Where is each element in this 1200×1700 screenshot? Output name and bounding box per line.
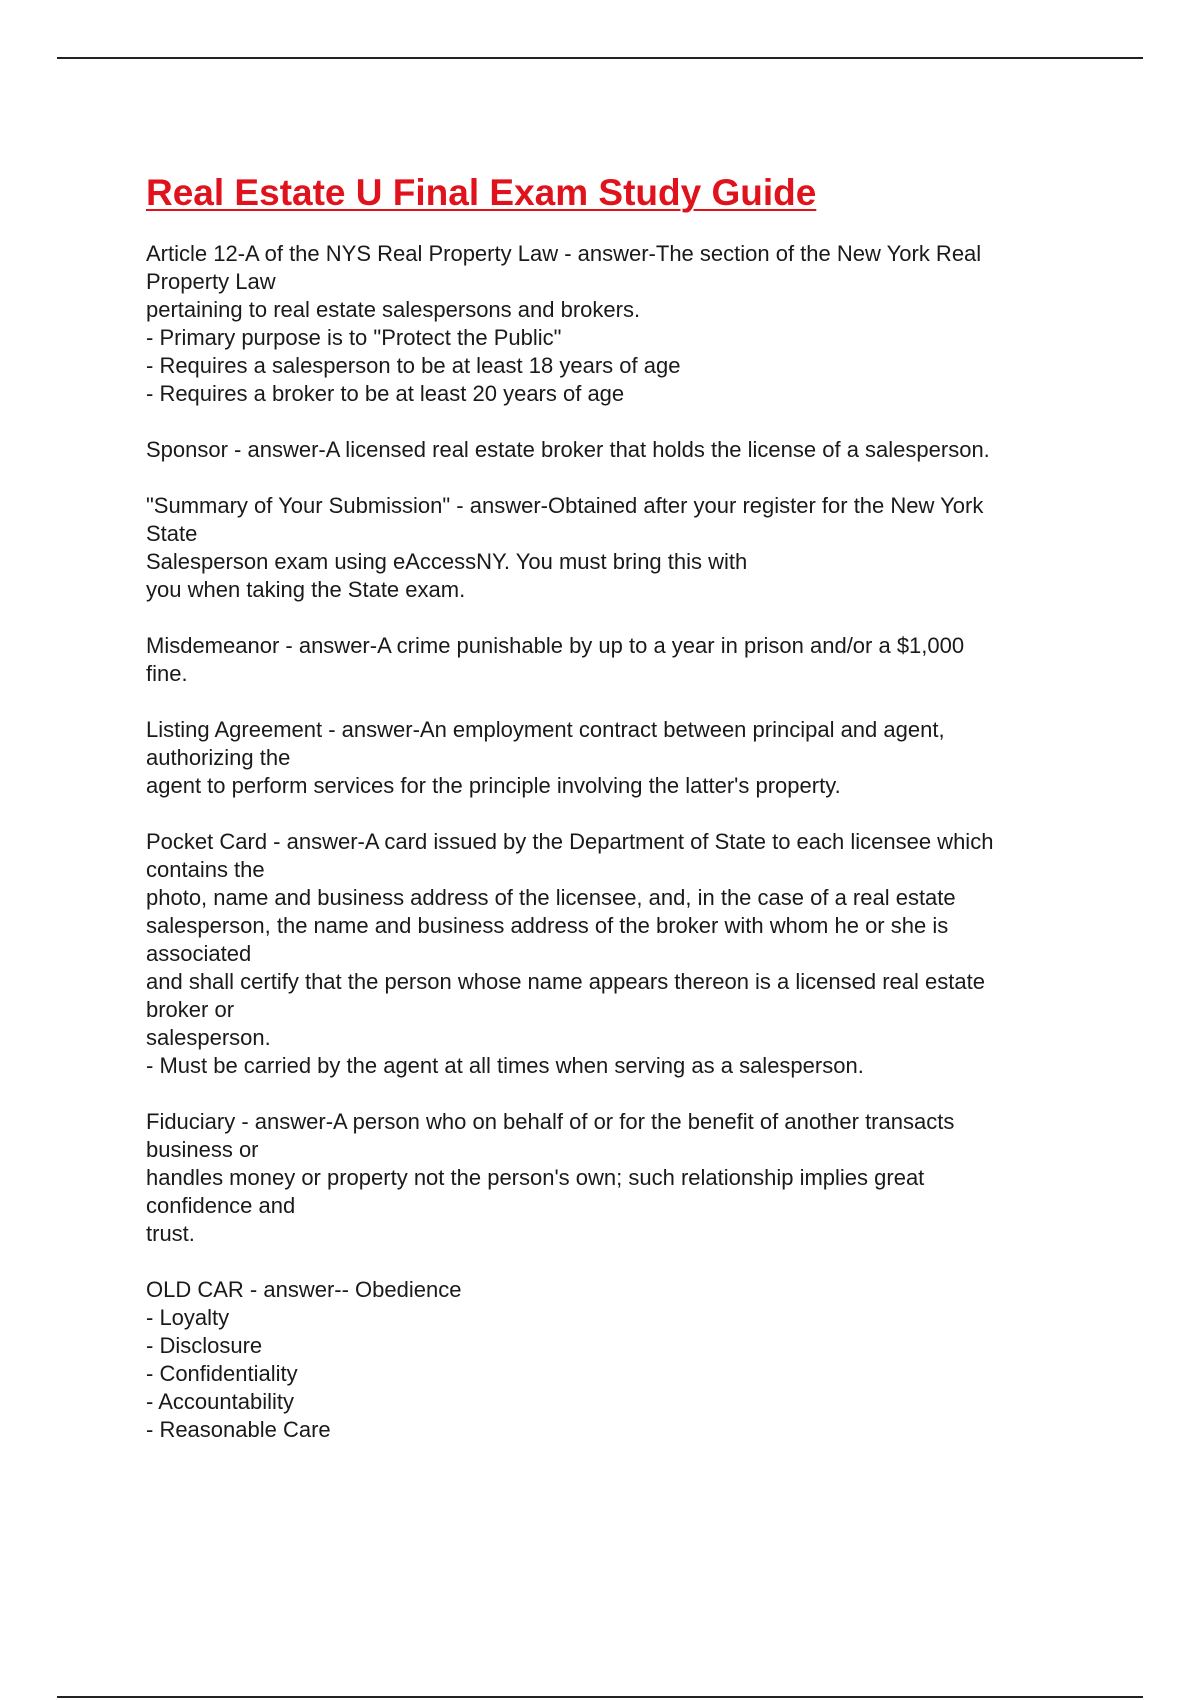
entry-line: salesperson, the name and business address of the broker with whom he or she is: [146, 913, 949, 938]
entry-line: pertaining to real estate salespersons and brokers.: [146, 297, 641, 322]
entry-line: salesperson.: [146, 1025, 271, 1050]
entry-line: confidence and: [146, 1193, 296, 1218]
entry-line: OLD CAR - answer-- Obedience: [146, 1277, 462, 1302]
entry-line: - Must be carried by the agent at all times when serving as a salesperson.: [146, 1053, 864, 1078]
document-body: [146, 170, 1086, 1472]
entry-line: Listing Agreement - answer-An employment contract between principal and agent,: [146, 717, 945, 742]
entry-line: "Summary of Your Submission" - answer-Obtained after your register for the New York: [146, 493, 984, 518]
study-entry: [146, 240, 1086, 408]
bottom-rule: [57, 1696, 1143, 1698]
study-entry: [146, 436, 1086, 464]
study-entry: [146, 492, 1086, 604]
entry-line: Fiduciary - answer-A person who on behalf of or for the benefit of another transacts: [146, 1109, 955, 1134]
entry-line: - Confidentiality: [146, 1361, 298, 1386]
entry-line: Sponsor - answer-A licensed real estate broker that holds the license of a salesperson.: [146, 437, 990, 462]
entry-line: trust.: [146, 1221, 195, 1246]
study-entry: [146, 1276, 1086, 1444]
entry-line: authorizing the: [146, 745, 291, 770]
entry-line: - Reasonable Care: [146, 1417, 331, 1442]
entry-line: - Primary purpose is to "Protect the Public": [146, 325, 562, 350]
entry-line: you when taking the State exam.: [146, 577, 466, 602]
entry-line: broker or: [146, 997, 235, 1022]
entry-line: - Accountability: [146, 1389, 294, 1414]
entry-line: photo, name and business address of the licensee, and, in the case of a real estate: [146, 885, 956, 910]
study-entry: [146, 716, 1086, 800]
study-entry: [146, 1108, 1086, 1248]
entry-line: associated: [146, 941, 252, 966]
entry-line: Misdemeanor - answer-A crime punishable by up to a year in prison and/or a $1,000: [146, 633, 965, 658]
entry-line: Article 12-A of the NYS Real Property Law - answer-The section of the New York Real: [146, 241, 982, 266]
entry-line: agent to perform services for the principle involving the latter's property.: [146, 773, 841, 798]
entry-line: Salesperson exam using eAccessNY. You must bring this with: [146, 549, 748, 574]
entry-line: contains the: [146, 857, 265, 882]
entry-line: Property Law: [146, 269, 276, 294]
entry-line: Pocket Card - answer-A card issued by the Department of State to each licensee which: [146, 829, 994, 854]
entry-line: - Loyalty: [146, 1305, 230, 1330]
entry-line: fine.: [146, 661, 188, 686]
entry-line: - Requires a salesperson to be at least 18 years of age: [146, 353, 681, 378]
entry-line: business or: [146, 1137, 259, 1162]
top-rule: [57, 57, 1143, 59]
entry-line: - Disclosure: [146, 1333, 263, 1358]
entry-line: and shall certify that the person whose name appears thereon is a licensed real estate: [146, 969, 985, 994]
entry-line: handles money or property not the person's own; such relationship implies great: [146, 1165, 925, 1190]
entry-line: - Requires a broker to be at least 20 years of age: [146, 381, 625, 406]
entries-list: [146, 240, 1086, 1444]
study-entry: [146, 632, 1086, 688]
entry-line: State: [146, 521, 198, 546]
document-title: Real Estate U Final Exam Study Guide: [146, 172, 817, 213]
study-entry: [146, 828, 1086, 1080]
